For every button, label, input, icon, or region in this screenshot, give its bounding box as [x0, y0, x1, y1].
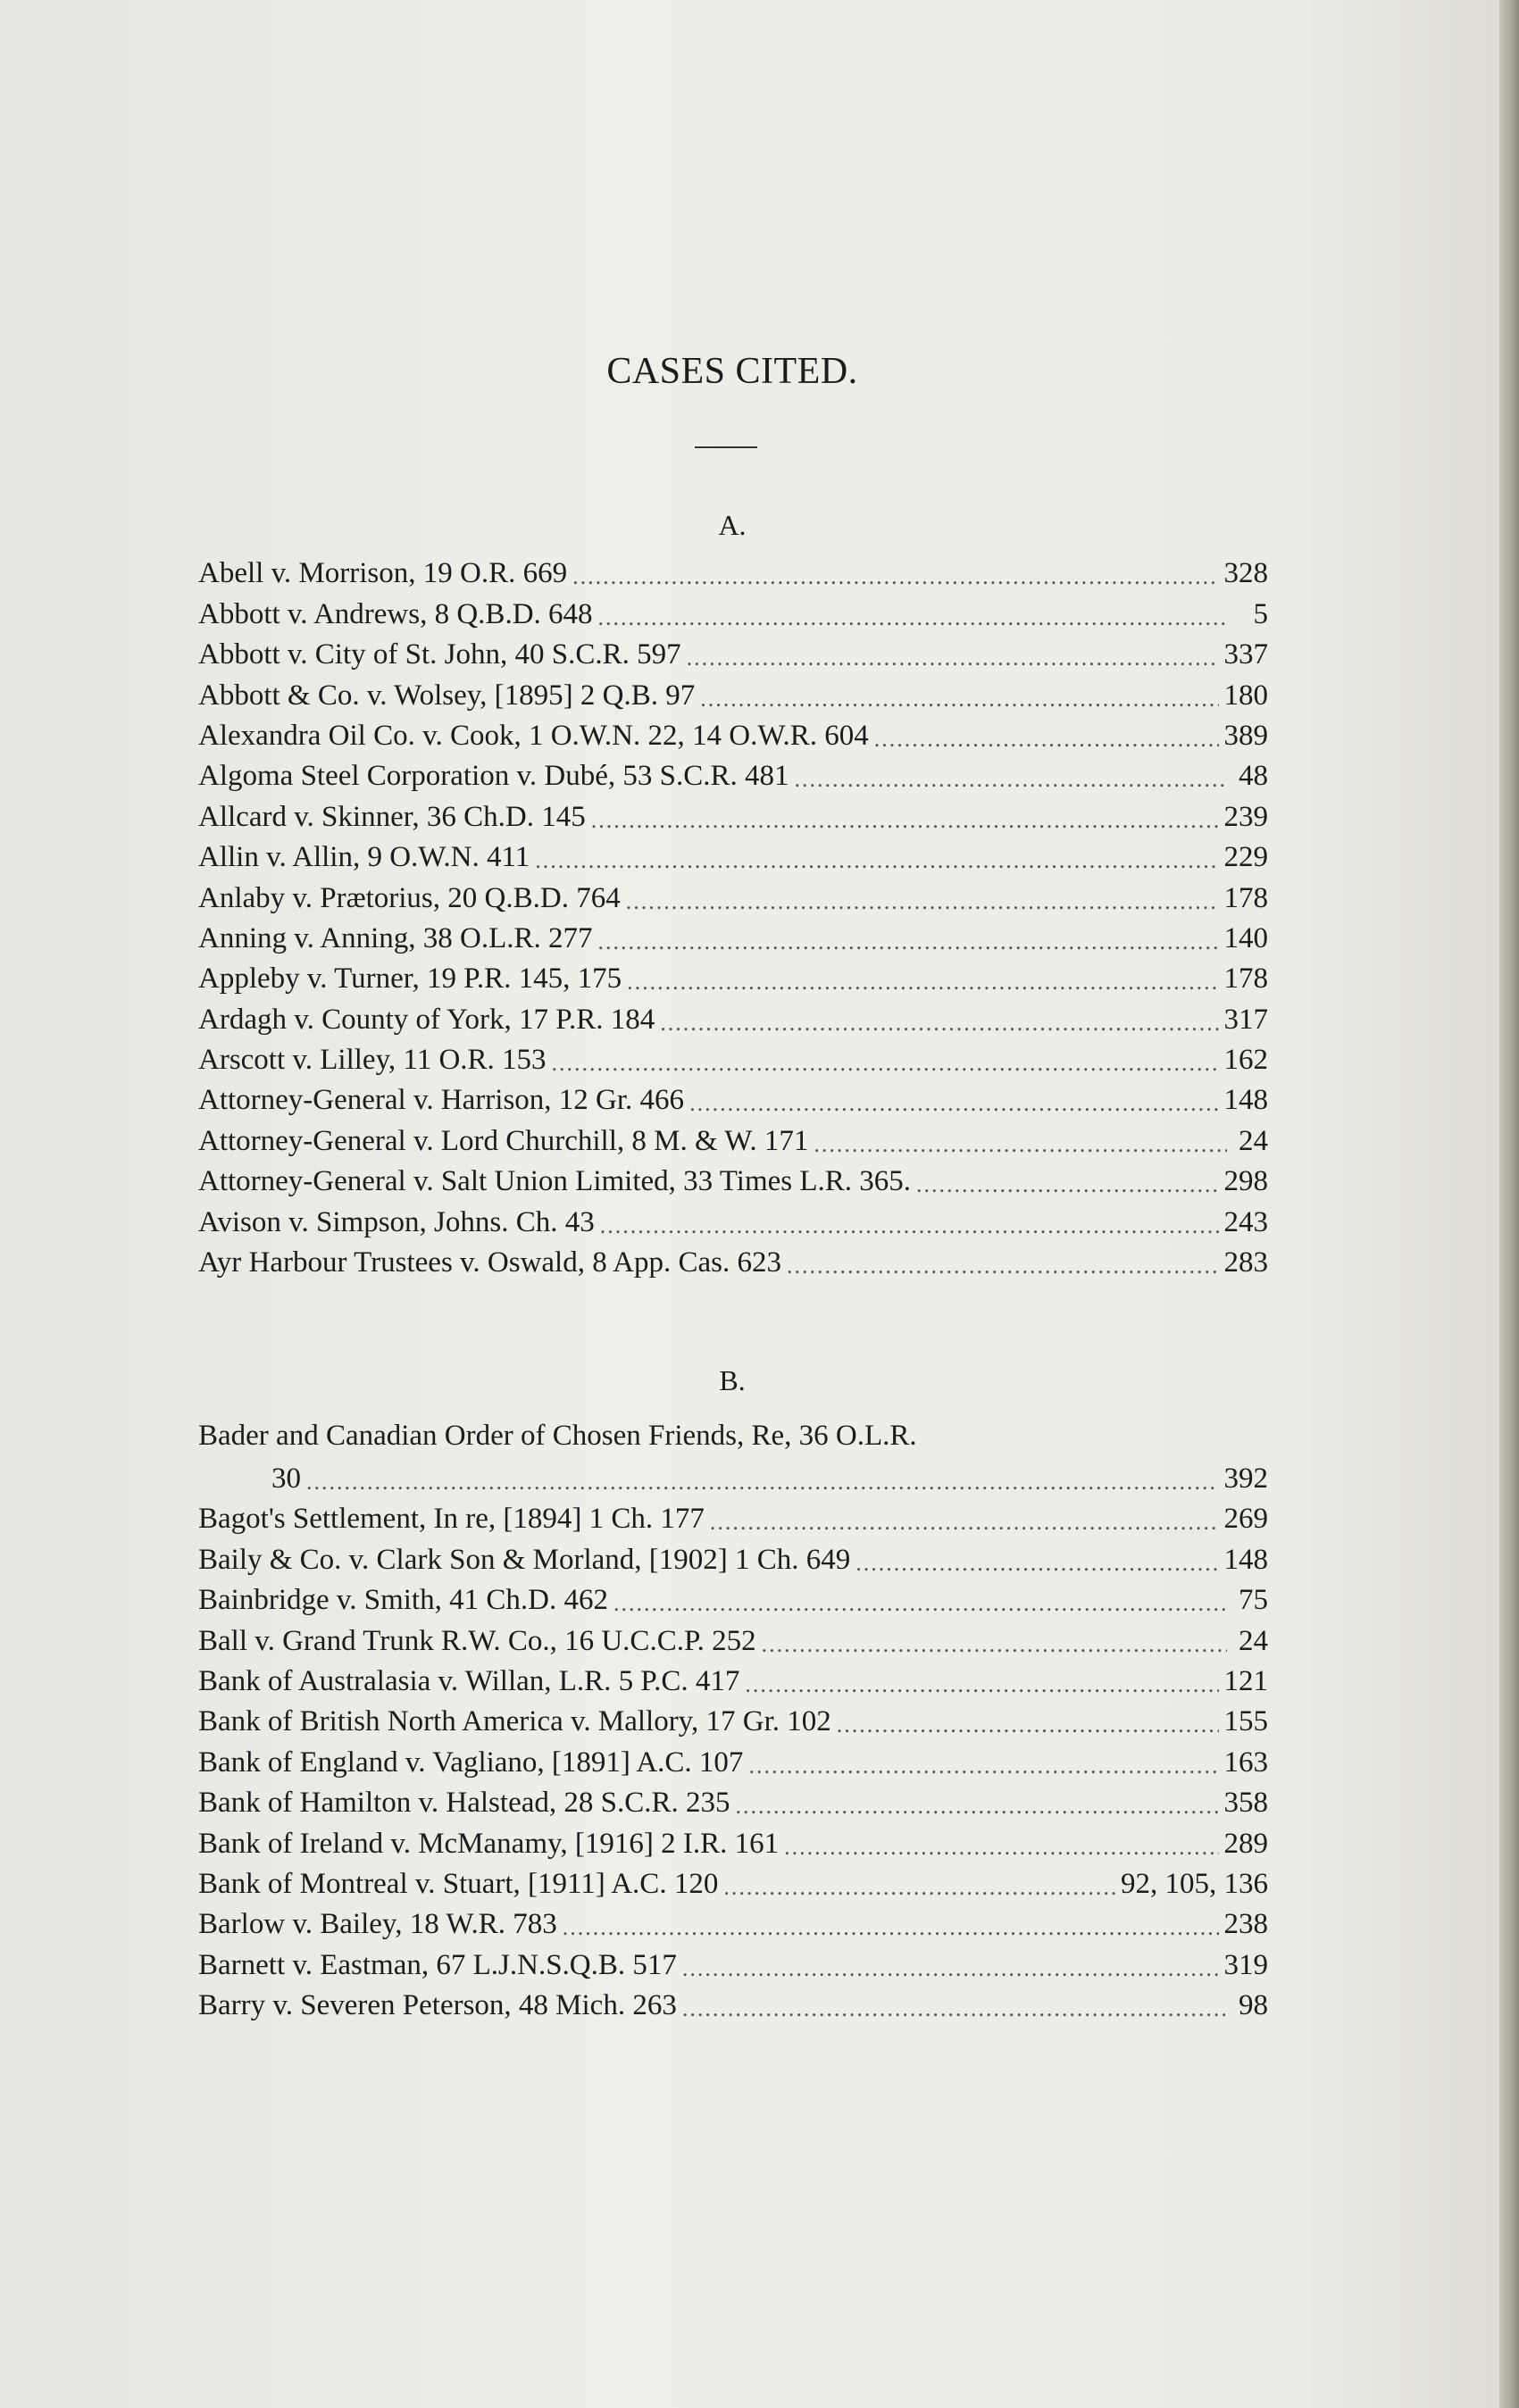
- entry-page: 243: [1223, 1205, 1268, 1238]
- section-b-list: [198, 1494, 1268, 2021]
- dot-leader: [535, 849, 1218, 872]
- dot-leader: [787, 1254, 1219, 1278]
- entry-page: 289: [1223, 1827, 1268, 1860]
- list-item: [198, 1115, 1268, 1155]
- list-item: [198, 791, 1268, 831]
- entry-page: 92, 105, 136: [1121, 1867, 1268, 1900]
- dot-leader: [552, 1052, 1219, 1075]
- entry-page: 98: [1239, 1989, 1268, 2022]
- list-item: [198, 1237, 1268, 1278]
- list-item: [198, 1656, 1268, 1696]
- dot-leader: [627, 971, 1218, 994]
- entry-text: Bank of British North America v. Mallory, 17 Gr. 102: [198, 1705, 831, 1738]
- list-item: [198, 1075, 1268, 1115]
- entry-page: 155: [1223, 1705, 1268, 1738]
- entry-text: Abbott v. Andrews, 8 Q.B.D. 648: [198, 597, 593, 630]
- entry-page: 283: [1223, 1246, 1268, 1279]
- list-item: [198, 1737, 1268, 1777]
- page-gutter-shadow: [1499, 0, 1519, 2408]
- entry-page: 389: [1223, 719, 1268, 752]
- list-item: [198, 1196, 1268, 1237]
- dot-leader: [687, 646, 1219, 670]
- dot-leader: [600, 1214, 1219, 1237]
- entry-text: Abell v. Morrison, 19 O.R. 669: [198, 557, 568, 590]
- entry-text: Bank of Ireland v. McManamy, [1916] 2 I.R. 161: [198, 1827, 780, 1860]
- dot-leader: [874, 728, 1219, 751]
- entry-page: 24: [1239, 1124, 1268, 1157]
- list-item: [198, 711, 1268, 751]
- dot-leader: [306, 1471, 1219, 1494]
- dot-leader: [784, 1836, 1218, 1859]
- dot-leader: [745, 1673, 1218, 1696]
- entry-page: 180: [1223, 679, 1268, 712]
- dot-leader: [626, 890, 1219, 913]
- dot-leader: [814, 1133, 1227, 1156]
- list-item: [198, 751, 1268, 791]
- entry-page: 24: [1239, 1624, 1268, 1657]
- list-item: [198, 872, 1268, 912]
- entry-text: Bank of England v. Vagliano, [1891] A.C. 107: [198, 1746, 744, 1779]
- dot-leader: [689, 1092, 1218, 1115]
- dot-leader: [591, 809, 1219, 832]
- dot-leader: [837, 1713, 1219, 1737]
- entry-page: 148: [1223, 1084, 1268, 1117]
- entry-page: 317: [1223, 1003, 1268, 1036]
- entry-page: 298: [1223, 1165, 1268, 1198]
- dot-leader: [748, 1754, 1218, 1778]
- entry-page: 178: [1223, 881, 1268, 914]
- section-letter-b: B.: [719, 1364, 746, 1396]
- entry-text: Baily & Co. v. Clark Son & Morland, [1902] 1 Ch. 649: [198, 1543, 851, 1576]
- entry-text: Allcard v. Skinner, 36 Ch.D. 145: [198, 800, 586, 833]
- list-item: [198, 1494, 1268, 1534]
- entry-text: Avison v. Simpson, Johns. Ch. 43: [198, 1205, 595, 1238]
- entry-text-line1: Bader and Canadian Order of Chosen Friends, Re, 36 O.L.R.: [198, 1420, 917, 1453]
- list-item: [198, 913, 1268, 954]
- page-title: CASES CITED.: [606, 351, 858, 392]
- dot-leader: [762, 1633, 1227, 1656]
- section-b-wrapped-entry: [198, 1412, 1268, 1494]
- list-item: [198, 1818, 1268, 1858]
- dot-leader: [613, 1592, 1227, 1615]
- entry-text: Anlaby v. Prætorius, 20 Q.B.D. 764: [198, 881, 621, 914]
- dot-leader: [916, 1173, 1218, 1196]
- entry-text: Barnett v. Eastman, 67 L.J.N.S.Q.B. 517: [198, 1948, 677, 1981]
- dot-leader: [682, 1957, 1219, 1980]
- entry-text: Bank of Hamilton v. Halstead, 28 S.C.R. 235: [198, 1787, 730, 1820]
- entry-text: Abbott & Co. v. Wolsey, [1895] 2 Q.B. 97: [198, 679, 696, 712]
- entry-text: Barlow v. Bailey, 18 W.R. 783: [198, 1908, 557, 1941]
- entry-page: 229: [1223, 841, 1268, 874]
- list-item: [198, 629, 1268, 670]
- dot-leader: [710, 1511, 1219, 1534]
- entry-text: Alexandra Oil Co. v. Cook, 1 O.W.N. 22, 14 O.W.R. 604: [198, 719, 869, 752]
- list-item: [198, 954, 1268, 994]
- dot-leader: [563, 1916, 1219, 1939]
- entry-text: Attorney-General v. Salt Union Limited, 33 Times L.R. 365.: [198, 1165, 912, 1198]
- list-item: [198, 832, 1268, 872]
- list-item: [198, 548, 1268, 588]
- entry-text: Abbott v. City of St. John, 40 S.C.R. 597: [198, 638, 681, 671]
- entry-page: 238: [1223, 1908, 1268, 1941]
- entry-text: Ball v. Grand Trunk R.W. Co., 16 U.C.C.P. 252: [198, 1624, 756, 1657]
- section-a-list: [198, 548, 1268, 1278]
- list-item: [198, 1859, 1268, 1899]
- list-item: [198, 994, 1268, 1034]
- entry-text: Appleby v. Turner, 19 P.R. 145, 175: [198, 962, 622, 996]
- dot-leader: [794, 768, 1227, 791]
- entry-page: 140: [1223, 921, 1268, 954]
- list-item: [198, 1453, 1268, 1493]
- entry-page: 269: [1223, 1503, 1268, 1536]
- list-item: [198, 1534, 1268, 1574]
- entry-text: Anning v. Anning, 38 O.L.R. 277: [198, 921, 593, 954]
- entry-text: Ayr Harbour Trustees v. Oswald, 8 App. Cas. 623: [198, 1246, 781, 1279]
- entry-text-line2: 30: [271, 1462, 301, 1495]
- entry-page: 121: [1223, 1664, 1268, 1697]
- list-item: [198, 1980, 1268, 2021]
- list-item: [198, 670, 1268, 710]
- dot-leader: [598, 606, 1227, 629]
- entry-text: Algoma Steel Corporation v. Dubé, 53 S.C.R. 481: [198, 760, 789, 793]
- entry-page: 148: [1223, 1543, 1268, 1576]
- dot-leader: [855, 1552, 1218, 1575]
- entry-text: Allin v. Allin, 9 O.W.N. 411: [198, 841, 530, 874]
- entry-text: Bagot's Settlement, In re, [1894] 1 Ch. 177: [198, 1503, 705, 1536]
- title-rule: [695, 446, 757, 448]
- entry-page: 75: [1239, 1584, 1268, 1617]
- list-item: [198, 1899, 1268, 1939]
- entry-page: 163: [1223, 1746, 1268, 1779]
- entry-page: 239: [1223, 800, 1268, 833]
- entry-page: 337: [1223, 638, 1268, 671]
- entry-page: 48: [1239, 760, 1268, 793]
- entry-text: Attorney-General v. Harrison, 12 Gr. 466: [198, 1084, 685, 1117]
- entry-text: Bainbridge v. Smith, 41 Ch.D. 462: [198, 1584, 608, 1617]
- entry-text: Attorney-General v. Lord Churchill, 8 M. & W. 171: [198, 1124, 809, 1157]
- list-item: [198, 1035, 1268, 1075]
- entry-page: 162: [1223, 1044, 1268, 1077]
- dot-leader: [700, 687, 1218, 711]
- dot-leader: [723, 1876, 1115, 1899]
- entry-page: 319: [1223, 1948, 1268, 1981]
- dot-leader: [660, 1012, 1218, 1035]
- list-item: [198, 588, 1268, 629]
- list-item: [198, 1156, 1268, 1196]
- entry-page: 392: [1223, 1462, 1268, 1495]
- dot-leader: [572, 565, 1218, 588]
- entry-text: Barry v. Severen Peterson, 48 Mich. 263: [198, 1989, 677, 2022]
- entry-text: Bank of Montreal v. Stuart, [1911] A.C. 120: [198, 1867, 719, 1900]
- dot-leader: [598, 930, 1219, 954]
- list-item: [198, 1615, 1268, 1655]
- dot-leader: [682, 1997, 1227, 2021]
- entry-page: 5: [1253, 597, 1268, 630]
- list-item: [198, 1696, 1268, 1737]
- entry-page: 328: [1223, 557, 1268, 590]
- entry-page: 178: [1223, 962, 1268, 996]
- dot-leader: [735, 1795, 1218, 1818]
- section-letter-a: A.: [718, 509, 747, 541]
- entry-text: Bank of Australasia v. Willan, L.R. 5 P.C. 417: [198, 1664, 740, 1697]
- list-item: [198, 1939, 1268, 1979]
- entry-page: 358: [1223, 1787, 1268, 1820]
- entry-text: Arscott v. Lilley, 11 O.R. 153: [198, 1044, 547, 1077]
- entry-text: Ardagh v. County of York, 17 P.R. 184: [198, 1003, 655, 1036]
- list-item: [198, 1778, 1268, 1818]
- list-item: [198, 1575, 1268, 1615]
